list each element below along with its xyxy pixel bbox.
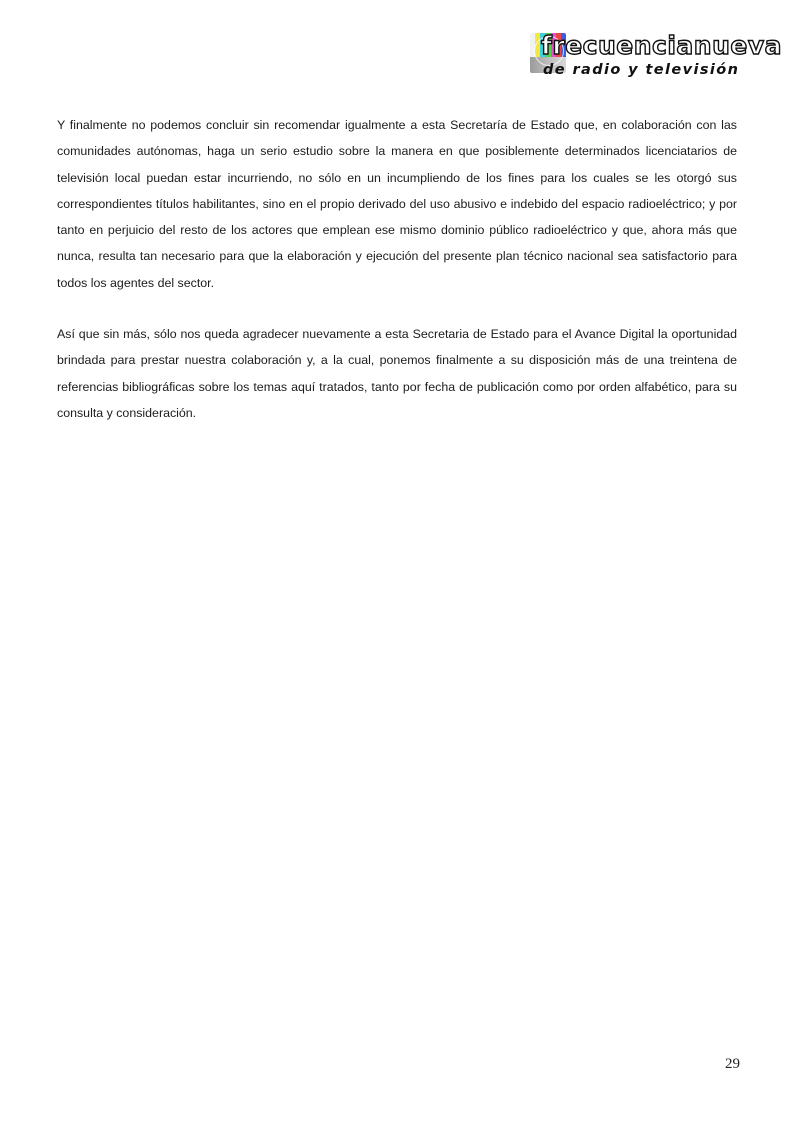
logo-subtitle: de radio y televisión <box>543 62 740 78</box>
page-number: 29 <box>725 1056 740 1072</box>
paragraph-closing: Así que sin más, sólo nos queda agradecer nuevamente a esta Secretaria de Estado para el Avance Digital la oportunidad brindada para prestar nuestra colaboración y, a la cual, ponemos finalmente a su disposición más de una treintena de referencias bibliográficas sobre los temas aquí tratados, tanto por fecha de publicación como por orden alfabético, para su consulta y consideración. <box>57 327 737 420</box>
paragraph-recommendation: Y finalmente no podemos concluir sin recomendar igualmente a esta Secretaría de Estado que, en colaboración con las comunidades autónomas, haga un serio estudio sobre la manera en que posiblemente determinados licenciatarios de televisión local puedan estar incurriendo, no sólo en un incumpliendo de los fines para los cuales se les otorgó sus correspondientes títulos habilitantes, sino en el propio derivado del uso abusivo e indebido del espacio radioeléctrico; y por tanto en perjuicio del resto de los actores que emplean ese mismo dominio público radioeléctrico y que, ahora más que nunca, resulta tan necesario para que la elaboración y ejecución del presente plan técnico nacional sea satisfactorio para todos los agentes del sector. <box>57 118 737 290</box>
document-body <box>57 112 737 426</box>
logo-title: frecuencianueva <box>541 31 783 60</box>
header-logo <box>528 31 783 83</box>
